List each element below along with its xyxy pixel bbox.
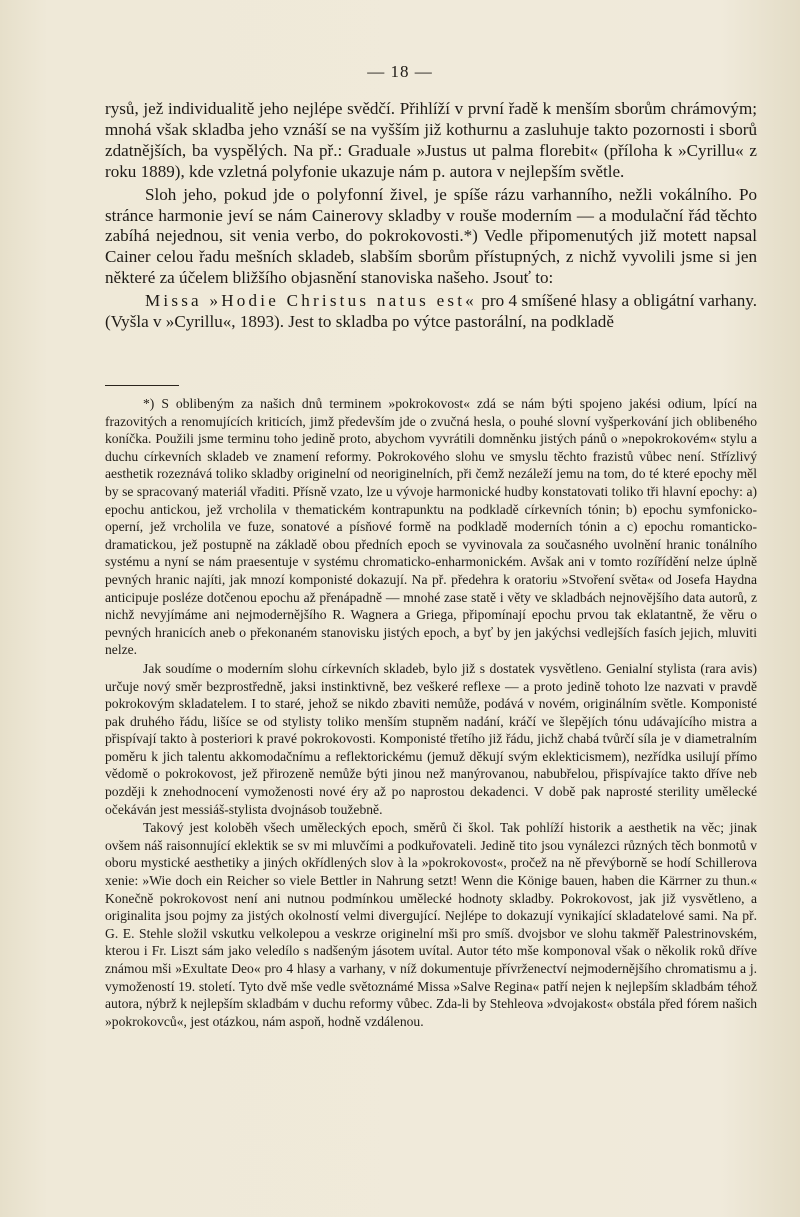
paragraph-1: rysů, jež individualitě jeho nejlépe svědčí. Přihlíží v první řadě k menším sborům chrámovým; mnohá však skladba jeho vznáší se na vyšším již kothurnu a zasluhuje takto pozornosti i sborů zdatnějších, ba vyspělých. Na př.: Graduale »Justus ut palma florebit« (příloha k »Cyrillu« z roku 1889), kde vzletná polyfonie ukazuje nám p. autora v nejlepším světle. <box>105 99 757 181</box>
paragraph-2: Sloh jeho, pokud jde o polyfonní živel, je spíše rázu varhanního, nežli vokálního. Po stránce harmonie jeví se nám Cainerovy skladby v rouše moderním — a modulační řád těchto zabíhá nejednou, sit venia verbo, do pokrokovosti.*) Vedle připomenutých již motett napsal Cainer celou řadu mešních skladeb, slabším sborům přístupných, z nichž vyvolili jsme si jen některé za účelem bližšího objasnění stanoviska našeho. Jsouť to: <box>105 184 757 288</box>
mass-title: Missa »Hodie Christus natus est« <box>145 291 477 311</box>
footnotes <box>105 395 757 1030</box>
paragraph-3 <box>105 291 757 333</box>
paragraph-3-text: pro 4 smíšené hlasy a obligátní varhany. (Vyšla v »Cyrillu«, 1893). Jest to skladba po výtce pastorální, na podkladě <box>105 291 757 332</box>
footnote-1: *) S oblibeným za našich dnů terminem »pokrokovost« zdá se nám býti spojeno jakési odium, lpící na frazovitých a renomujících kriticích, jimž především jde o zvučná hesla, o pouhé slovní vyšperkování jich oblibeného koníčka. Použili jsme terminu toho jedině proto, abychom vyvrátili domněnku jistých pánů o »nepokrokovém« stylu a duchu církevních skladeb ve znamení reformy. Pokrokového slohu ve smyslu těchto frazistů vůbec není. Střízlivý aesthetik rozeznává toliko skladby originelní od neoriginelních, při čemž nezáleží jemu na tom, do té které epochy měl by se spracovaný materiál vřaditi. Přísně vzato, lze u vývoje harmonické hudby konstatovati toliko tři hlavní epochy: a) epochu antickou, jež vrcholila v thematickém kontrapunktu na podkladě církevních tónin; b) epochu symfonicko-operní, jež vrcholila ve fuze, sonatové a písňové formě na podkladě moderních tónin a c) epochu romanticko-dramatickou, jež postupně na základě obou předních epoch se vyvinovala za současného uvolnění hranic tonálního systému a nyní se nám praesentuje v systému chromaticko-enharmonickém. Avšak ani v tomto rozířídění nelze úplně pevných hranic najíti, jak mnozí komponisté dokazují. Na př. předehra k oratoriu »Stvoření světa« od Josefa Haydna anticipuje posléze dotčenou epochu až přenápadně — mnohé zase statě i věty ve skladbách nejnovějšího data autorů, z nichž nevyjímáme ani nejmodernějšího R. Wagnera a Griega, připomínají epochu prvou tak eklatantně, že věru o pevných hranicích aneb o překonaném stanovisku jistých epoch, a byť by jen jakýchsi vedlejších fasích jejich, mluviti nelze. <box>105 396 757 658</box>
page-number: — 18 — <box>367 62 433 81</box>
footnote-3: Takový jest koloběh všech uměleckých epoch, směrů či škol. Tak pohlíží historik a aesthetik na věc; jinak ovšem náš raisonnující eklektik se sv mi mluvčími a podkuřovateli. Jedině tito jsou vynálezci různých těch bonmotů v oboru mystické aesthetiky a jiných okřídlených slov à la »pokrokovost«, pročež na ně převýborně se hodí Schillerova xenie: »Wie doch ein Reicher so viele Bettler in Nahrung setzt! Wenn die Könige bauen, haben die Kärrner zu thun.« Konečně pokrokovost není ani nutnou podmínkou umělecké hodnoty skladby. Pokrokovost, jak již vysvětleno, a originalita jsou pojmy za jistých okolností velmi divergující. Nejlépe to dokazují vynikající skladatelové sami. Na př. G. E. Stehle složil vskutku velkolepou a veskrze originelní mši pro smíš. dvojsbor ve slohu takměř Palestrinovském, kterou i Fr. Liszt sám jako veledílo s nadšeným jásotem uvítal. Autor této mše komponoval však o několik roků dříve známou mši »Exultate Deo« pro 4 hlasy a varhany, v níž dokumentuje přívrženectví nejmodernějšího chromatismu a j. vymožeností 19. století. Tyto dvě mše vedle světoznámé Missa »Salve Regina« patří nejen k nejlepším skladbám téhož autora, nýbrž k nejlepším skladbám v duchu reformy vůbec. Zda-li by Stehleova »dvojakost« obstála před fórem našich »pokrokovců«, jest otázkou, nám aspoň, hodně vzdálenou. <box>105 820 757 1029</box>
main-text <box>105 99 757 333</box>
footnote-divider <box>105 385 179 386</box>
footnote-2: Jak soudíme o moderním slohu církevních skladeb, bylo již s dostatek vysvětleno. Genialní stylista (rara avis) určuje nový směr bezprostředně, jaksi instinktivně, bez veškeré reflexe — a proto jedině tohoto lze nazvati v pravdě pokrokovým skladatelem. I to staré, jehož se nikdo zbaviti nemůže, podává v novém, originálním světle. Komponisté pak druhého řádu, lišíce se od stylisty toliko menším stupněm nadání, kráčí ve šlepějích tónu udávajícího mistra a přispívají takto à posteriori k pravé pokrokovosti. Komponisté třetího již řádu, jichž chabá tvůrčí síla je v diametralním poměru k jich talentu akkomodačnímu a reflektorickému (jemuž děkují svým eklekticismem), nezřídka usilují přímo vědomě o pokrokovost, jež přirozeně nemůže býti jinou než manýrovanou, nabubřelou, přispívajíce takto dříve neb později k znehodnocení vymoženosti nové éry až po naprostou dekadenci. V době pak naprosté sterility umělecké očekáván jest messiáš-stylista dvojnásob toužebně. <box>105 660 757 817</box>
